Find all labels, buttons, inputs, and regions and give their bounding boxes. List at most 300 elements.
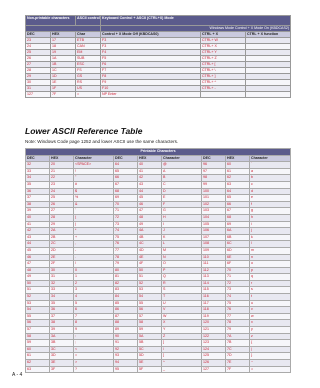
table-cell: 51 xyxy=(26,287,50,294)
table-cell: 70 xyxy=(114,201,138,208)
table-cell: 41 xyxy=(138,168,162,175)
column-header: Character xyxy=(162,155,202,162)
table-cell: N xyxy=(162,254,202,261)
table-cell: 7 xyxy=(74,313,114,320)
table-cell: 4A xyxy=(138,228,162,235)
table-cell: c xyxy=(250,181,291,188)
column-header: DEC xyxy=(26,155,50,162)
table-cell: 56 xyxy=(138,307,162,314)
table-cell: 106 xyxy=(202,228,226,235)
table-cell: 127 xyxy=(202,366,226,373)
table-cell: 4D xyxy=(138,247,162,254)
table-cell: / xyxy=(74,261,114,268)
table-cell: 32 xyxy=(26,162,50,169)
table-cell: Z xyxy=(162,333,202,340)
table-cell: 5C xyxy=(138,346,162,353)
column-header: DEC xyxy=(26,32,51,38)
table-cell: 123 xyxy=(202,340,226,347)
table-row xyxy=(26,234,291,241)
table-cell: 96 xyxy=(202,162,226,169)
table-cell: 1C xyxy=(51,68,76,74)
table-cell: 55 xyxy=(138,300,162,307)
table-row xyxy=(26,228,291,235)
table-cell: ? xyxy=(74,366,114,373)
table-cell: ) xyxy=(74,221,114,228)
table-cell: d xyxy=(250,188,291,195)
table-cell: 24 xyxy=(50,188,74,195)
table-cell: 86 xyxy=(114,307,138,314)
table-cell: 5 xyxy=(74,300,114,307)
table-cell: 2D xyxy=(50,247,74,254)
column-header: HEX xyxy=(226,155,250,162)
table-cell: 103 xyxy=(202,208,226,215)
table-cell: 40 xyxy=(26,214,50,221)
table-row xyxy=(26,214,291,221)
table-row xyxy=(26,307,291,314)
table-row xyxy=(26,294,291,301)
table-cell: 64 xyxy=(226,188,250,195)
table-cell: F8 xyxy=(101,74,201,80)
table-cell: 47 xyxy=(26,261,50,268)
table-cell: 7E xyxy=(226,360,250,367)
table-cell: 1E xyxy=(51,80,76,86)
table-cell: x xyxy=(250,320,291,327)
table-cell: q xyxy=(250,274,291,281)
table-cell: 77 xyxy=(226,313,250,320)
table-cell: l xyxy=(250,241,291,248)
table-cell: 7B xyxy=(226,340,250,347)
table-cell: } xyxy=(250,353,291,360)
table-cell: 37 xyxy=(26,195,50,202)
table-cell: ⌂ xyxy=(76,92,101,98)
table-row xyxy=(26,346,291,353)
table-cell: 55 xyxy=(26,313,50,320)
table-row xyxy=(26,221,291,228)
table-cell: 4B xyxy=(138,234,162,241)
table-cell: CTRL+ [ xyxy=(201,62,246,68)
table-cell: 47 xyxy=(138,208,162,215)
table-cell: 49 xyxy=(26,274,50,281)
table-cell: 5E xyxy=(138,360,162,367)
table-cell: 50 xyxy=(138,267,162,274)
table-cell: D xyxy=(162,188,202,195)
table-cell: ! xyxy=(74,168,114,175)
table-row xyxy=(26,274,291,281)
table-cell: ESC xyxy=(76,62,101,68)
table-cell: 3E xyxy=(50,360,74,367)
table-cell: 1D xyxy=(51,74,76,80)
table-cell: m xyxy=(250,247,291,254)
table-cell: L xyxy=(162,241,202,248)
table-cell: _ xyxy=(162,366,202,373)
table-cell: 33 xyxy=(50,287,74,294)
table-cell: 127 xyxy=(26,92,51,98)
table-cell: 90 xyxy=(114,333,138,340)
table-cell: 70 xyxy=(226,267,250,274)
table-cell: 85 xyxy=(114,300,138,307)
table-cell: 18 xyxy=(51,44,76,50)
table-cell: 102 xyxy=(202,201,226,208)
table-cell: K xyxy=(162,234,202,241)
table-cell: 105 xyxy=(202,221,226,228)
table-cell: 20 xyxy=(50,162,74,169)
table-cell: SUB xyxy=(76,56,101,62)
table-cell: 58 xyxy=(138,320,162,327)
table-cell: > xyxy=(74,360,114,367)
table-cell: ( xyxy=(74,214,114,221)
table-cell: 52 xyxy=(138,280,162,287)
table-cell: 54 xyxy=(138,294,162,301)
table-cell: 57 xyxy=(138,313,162,320)
table-cell: 5F xyxy=(138,366,162,373)
header-windows-mode: Windows Mode Control + X Mode On (KBDCAS2) xyxy=(101,26,291,32)
table-cell: CTRL+ W xyxy=(201,38,246,44)
table-row xyxy=(26,313,291,320)
table-cell: 34 xyxy=(26,175,50,182)
table-cell: 61 xyxy=(26,353,50,360)
column-header: Control + X Mode Off (KBDCAS0) xyxy=(101,32,201,38)
section-title: Lower ASCII Reference Table xyxy=(25,126,143,136)
table-row xyxy=(26,181,291,188)
note-text: Note: Windows Code page 1252 and lower ASCII use the same characters. xyxy=(25,139,179,144)
table-cell: W xyxy=(162,313,202,320)
table-cell: 6E xyxy=(226,254,250,261)
table-cell: 60 xyxy=(26,346,50,353)
table-cell: 7D xyxy=(226,353,250,360)
table-cell: 34 xyxy=(50,294,74,301)
table-cell: s xyxy=(250,287,291,294)
table-row xyxy=(26,340,291,347)
table-cell: 26 xyxy=(50,201,74,208)
table-cell: a xyxy=(250,168,291,175)
table-cell: ETB xyxy=(76,38,101,44)
table-cell: j xyxy=(250,228,291,235)
table-cell: 77 xyxy=(114,247,138,254)
header-keyboard-control: Keyboard Control + ASCII (CTRL+X) Mode xyxy=(101,16,291,26)
table-row xyxy=(26,366,291,373)
table-cell: 2F xyxy=(50,261,74,268)
table-row xyxy=(26,280,291,287)
table-cell: 69 xyxy=(226,221,250,228)
table-cell: NP Enter xyxy=(101,92,201,98)
table-cell: ~ xyxy=(250,360,291,367)
table-cell: F5 xyxy=(101,56,201,62)
table-cell: 99 xyxy=(202,181,226,188)
table-cell: [ xyxy=(162,340,202,347)
table-cell: 62 xyxy=(226,175,250,182)
table-cell: 6C xyxy=(226,241,250,248)
table-cell: = xyxy=(74,353,114,360)
table-cell: T xyxy=(162,294,202,301)
table-row xyxy=(26,208,291,215)
table-cell xyxy=(246,92,291,98)
table-cell: ' xyxy=(74,208,114,215)
table-cell: 65 xyxy=(226,195,250,202)
table-cell: 46 xyxy=(138,201,162,208)
table-cell: 73 xyxy=(114,221,138,228)
table-cell: 39 xyxy=(50,327,74,334)
table-cell: 44 xyxy=(138,188,162,195)
table-cell: 9 xyxy=(74,327,114,334)
table-cell: + xyxy=(74,234,114,241)
table-cell: 25 xyxy=(50,195,74,202)
table-cell: 2C xyxy=(50,241,74,248)
table-cell: 72 xyxy=(226,280,250,287)
table-cell: e xyxy=(250,195,291,202)
table-cell: 76 xyxy=(114,241,138,248)
table-row xyxy=(26,360,291,367)
table-cell: ⌂ xyxy=(250,366,291,373)
table-row xyxy=(26,353,291,360)
table-cell: 54 xyxy=(26,307,50,314)
table-cell: 6 xyxy=(74,307,114,314)
table-cell: 109 xyxy=(202,247,226,254)
table-cell: 122 xyxy=(202,333,226,340)
table-cell: 101 xyxy=(202,195,226,202)
table-cell: M xyxy=(162,247,202,254)
table-cell: & xyxy=(74,201,114,208)
table-cell: RS xyxy=(76,80,101,86)
table-cell: F6 xyxy=(101,62,201,68)
table-cell: 76 xyxy=(226,307,250,314)
table-cell: 3F xyxy=(50,366,74,373)
table-cell: @ xyxy=(162,162,202,169)
control-table-body xyxy=(26,38,291,98)
table-cell: 108 xyxy=(202,241,226,248)
column-header: CTRL + X xyxy=(201,32,246,38)
table-cell: 6D xyxy=(226,247,250,254)
page-number: A - 4 xyxy=(12,372,23,378)
table-cell: U xyxy=(162,300,202,307)
table-cell: f xyxy=(250,201,291,208)
table-cell: 58 xyxy=(26,333,50,340)
table-cell: 125 xyxy=(202,353,226,360)
table-cell: H xyxy=(162,214,202,221)
table-cell: 27 xyxy=(26,62,51,68)
table-cell: 67 xyxy=(226,208,250,215)
table-cell: 111 xyxy=(202,261,226,268)
table-cell: F10 xyxy=(101,86,201,92)
table-cell: E xyxy=(162,195,202,202)
table-cell: 121 xyxy=(202,327,226,334)
table-cell: 36 xyxy=(50,307,74,314)
table-cell: 7F xyxy=(51,92,76,98)
table-cell: 46 xyxy=(26,254,50,261)
table-cell: 41 xyxy=(26,221,50,228)
table-cell: 28 xyxy=(26,68,51,74)
table-cell: 126 xyxy=(202,360,226,367)
table-cell: 30 xyxy=(50,267,74,274)
column-header: Character xyxy=(250,155,291,162)
table-cell: V xyxy=(162,307,202,314)
table-cell: 1B xyxy=(51,62,76,68)
table-cell: F3 xyxy=(101,44,201,50)
table-cell: 3D xyxy=(50,353,74,360)
table-cell: US xyxy=(76,86,101,92)
column-header: HEX xyxy=(50,155,74,162)
table-row xyxy=(26,175,291,182)
table-cell: 51 xyxy=(138,274,162,281)
table-cell: 40 xyxy=(138,162,162,169)
table-cell: 66 xyxy=(226,201,250,208)
table-cell: 7F xyxy=(226,366,250,373)
table-cell: 1A xyxy=(51,56,76,62)
table-cell: 42 xyxy=(26,228,50,235)
table-cell: 53 xyxy=(26,300,50,307)
table-cell: 31 xyxy=(26,86,51,92)
table-cell: 80 xyxy=(114,267,138,274)
table-cell: 118 xyxy=(202,307,226,314)
table-cell: n xyxy=(250,254,291,261)
table-cell: 30 xyxy=(26,80,51,86)
table-cell: 74 xyxy=(226,294,250,301)
table-row xyxy=(26,327,291,334)
table-cell: I xyxy=(162,221,202,228)
table-cell: r xyxy=(250,280,291,287)
table-cell: P xyxy=(162,267,202,274)
table-cell: A xyxy=(162,168,202,175)
table-cell: . xyxy=(74,254,114,261)
table-cell: 89 xyxy=(114,327,138,334)
table-cell: G xyxy=(162,208,202,215)
table-cell: 94 xyxy=(114,360,138,367)
table-cell: 27 xyxy=(50,208,74,215)
table-cell: 64 xyxy=(114,162,138,169)
table-row xyxy=(26,261,291,268)
table-cell: 26 xyxy=(26,56,51,62)
column-header: Character xyxy=(74,155,114,162)
table-cell: 39 xyxy=(26,208,50,215)
table-cell: 68 xyxy=(114,188,138,195)
table-cell: 59 xyxy=(26,340,50,347)
table-row xyxy=(26,320,291,327)
table-cell: F xyxy=(162,201,202,208)
table-cell: 19 xyxy=(51,50,76,56)
table-cell: 87 xyxy=(114,313,138,320)
table-cell: CTRL+ ^ xyxy=(201,80,246,86)
table-cell: h xyxy=(250,214,291,221)
table-cell: <SPACE> xyxy=(74,162,114,169)
table-row xyxy=(26,201,291,208)
table-cell: o xyxy=(250,261,291,268)
table-row xyxy=(26,267,291,274)
table-row xyxy=(26,168,291,175)
header-ascii-control: ASCII control xyxy=(76,16,101,26)
table-cell: # xyxy=(74,181,114,188)
table-cell: S xyxy=(162,287,202,294)
table-cell: 117 xyxy=(202,300,226,307)
table-cell: 4F xyxy=(138,261,162,268)
table-cell: 115 xyxy=(202,287,226,294)
table-cell: CTRL+ - xyxy=(201,86,246,92)
table-cell: 104 xyxy=(202,214,226,221)
column-header: CTRL + X function xyxy=(246,32,291,38)
table-cell: 74 xyxy=(114,228,138,235)
table-row xyxy=(26,300,291,307)
table-cell: 91 xyxy=(114,340,138,347)
table-cell: 44 xyxy=(26,241,50,248)
column-header: DEC xyxy=(202,155,226,162)
table-row xyxy=(26,188,291,195)
table-cell: 78 xyxy=(114,254,138,261)
table-row xyxy=(26,241,291,248)
table-cell: 65 xyxy=(114,168,138,175)
table-row xyxy=(26,92,291,98)
table-cell: 8 xyxy=(74,320,114,327)
table-cell: 116 xyxy=(202,294,226,301)
printable-characters-header: Printable Characters xyxy=(26,149,291,156)
table-cell: 29 xyxy=(26,74,51,80)
table-cell: 29 xyxy=(50,221,74,228)
table-cell: % xyxy=(74,195,114,202)
table-cell: 100 xyxy=(202,188,226,195)
table-cell: B xyxy=(162,175,202,182)
table-cell: F3 xyxy=(101,38,201,44)
table-cell: 79 xyxy=(226,327,250,334)
table-cell: 7A xyxy=(226,333,250,340)
table-cell: 67 xyxy=(114,181,138,188)
table-cell: 71 xyxy=(226,274,250,281)
table-cell: 43 xyxy=(138,181,162,188)
table-cell: 93 xyxy=(114,353,138,360)
table-cell: 0 xyxy=(74,267,114,274)
table-cell: 124 xyxy=(202,346,226,353)
table-cell: 92 xyxy=(114,346,138,353)
header-non-printable: Non-printable characters xyxy=(26,16,76,26)
table-cell: 62 xyxy=(26,360,50,367)
table-cell: 73 xyxy=(226,287,250,294)
table-cell: 63 xyxy=(26,366,50,373)
column-header: HEX xyxy=(138,155,162,162)
table-cell: t xyxy=(250,294,291,301)
table-cell: 97 xyxy=(202,168,226,175)
table-cell: 22 xyxy=(50,175,74,182)
table-cell: Q xyxy=(162,274,202,281)
table-cell: 4 xyxy=(74,294,114,301)
table-cell: 110 xyxy=(202,254,226,261)
table-cell: w xyxy=(250,313,291,320)
table-cell: 52 xyxy=(26,294,50,301)
table-cell: - xyxy=(74,247,114,254)
table-cell: 56 xyxy=(26,320,50,327)
table-cell: ^ xyxy=(162,360,202,367)
table-cell: EM xyxy=(76,50,101,56)
table-cell: 48 xyxy=(138,214,162,221)
table-cell: CAN xyxy=(76,44,101,50)
table-cell: 63 xyxy=(226,181,250,188)
table-cell: 112 xyxy=(202,267,226,274)
table-cell: 25 xyxy=(26,50,51,56)
table-cell: 6F xyxy=(226,261,250,268)
table-cell: 42 xyxy=(138,175,162,182)
table-cell: 5B xyxy=(138,340,162,347)
table-row xyxy=(26,254,291,261)
table-cell: 2E xyxy=(50,254,74,261)
table-row xyxy=(26,195,291,202)
table-cell: 60 xyxy=(226,162,250,169)
table-cell: 59 xyxy=(138,327,162,334)
table-cell: 45 xyxy=(138,195,162,202)
table-cell: 71 xyxy=(114,208,138,215)
table-cell: 53 xyxy=(138,287,162,294)
table-cell xyxy=(201,92,246,98)
table-cell: 3A xyxy=(50,333,74,340)
table-cell: 114 xyxy=(202,280,226,287)
table-cell: 81 xyxy=(114,274,138,281)
table-cell: { xyxy=(250,340,291,347)
table-cell: 7C xyxy=(226,346,250,353)
table-cell: 37 xyxy=(50,313,74,320)
